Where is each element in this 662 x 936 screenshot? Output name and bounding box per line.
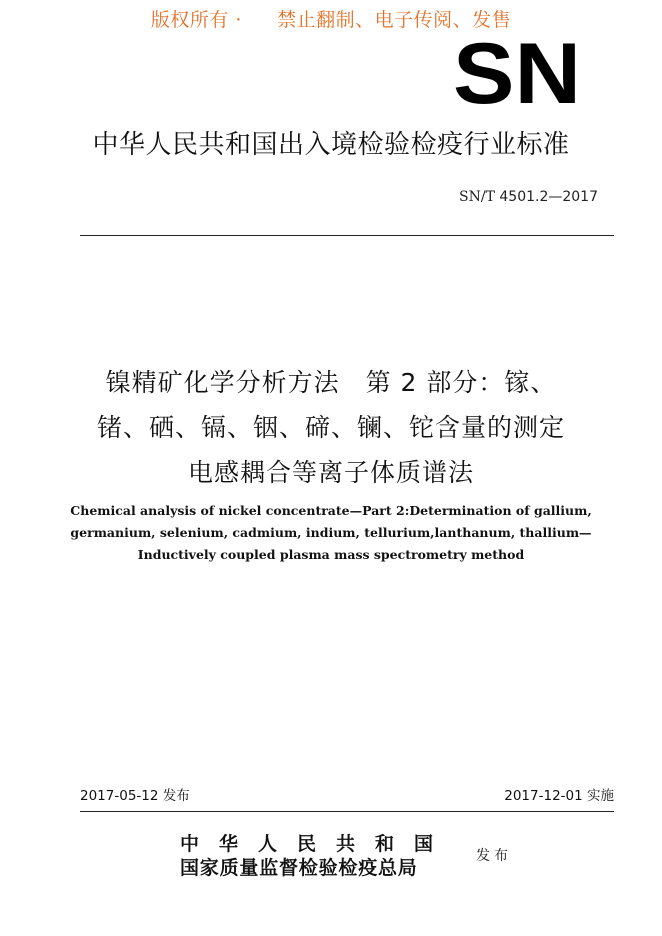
title-en-line-3: Inductively coupled plasma mass spectrometry method xyxy=(137,547,525,562)
title-cn-line-1: 镍精矿化学分析方法 第 2 部分：镓、 xyxy=(105,368,557,397)
issuer-line-1: 中华人民共和国 xyxy=(180,833,454,855)
standard-number-code: 4501.2—2017 xyxy=(499,189,598,205)
title-en-line-1: Chemical analysis of nickel concentrate—Part 2:Determination of gallium, xyxy=(70,503,592,518)
copyright-label: 版权所有 · xyxy=(150,9,242,31)
issuing-authority xyxy=(180,832,460,880)
document-title-chinese xyxy=(60,360,602,495)
issue-date: 2017-05-12 发布 xyxy=(80,788,190,804)
standard-number xyxy=(459,187,598,207)
title-cn-line-2: 锗、硒、镉、铟、碲、镧、铊含量的测定 xyxy=(96,413,565,442)
issuer-line-2: 国家质量监督检验检疫总局 xyxy=(180,857,418,879)
effective-date: 2017-12-01 实施 xyxy=(504,788,614,804)
issuer-suffix: 发布 xyxy=(476,848,512,864)
title-en-line-2: germanium, selenium, cadmium, indium, tellurium,lanthanum, thallium— xyxy=(70,525,592,540)
sn-logo xyxy=(452,40,582,108)
copyright-notice xyxy=(0,7,662,33)
standard-number-prefix: SN/T xyxy=(459,189,495,205)
title-cn-line-3: 电感耦合等离子体质谱法 xyxy=(187,458,474,487)
top-divider xyxy=(80,235,614,236)
bottom-divider xyxy=(80,811,614,812)
industry-standard-title: 中华人民共和国出入境检验检疫行业标准 xyxy=(92,130,570,160)
sn-logo-text: SN xyxy=(453,40,581,108)
document-title-english xyxy=(60,500,602,566)
copyright-restrictions: 禁止翻制、电子传阅、发售 xyxy=(277,9,512,31)
